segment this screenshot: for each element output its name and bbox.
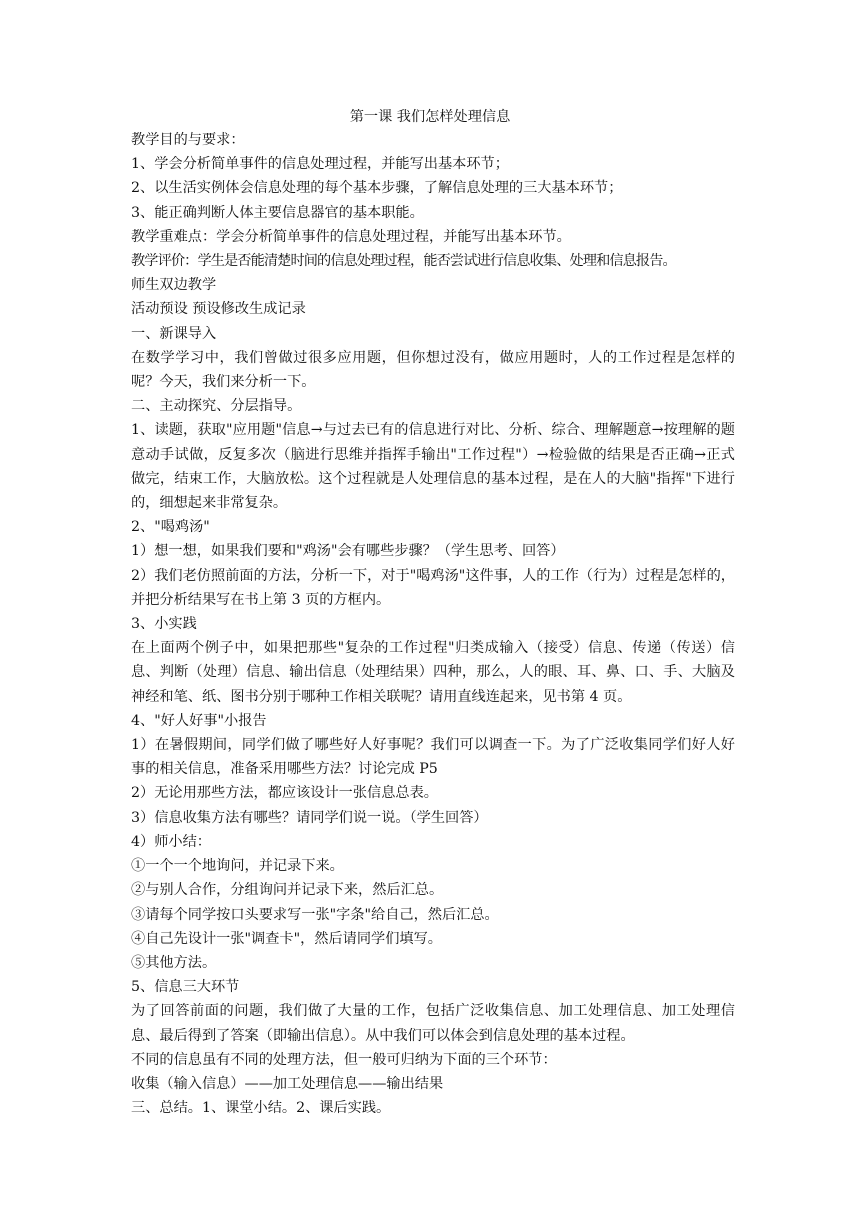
subheading-three-stages: 5、信息三大环节 — [131, 979, 240, 996]
section-heading-introduction: 一、新课导入 — [131, 325, 217, 342]
paragraph-three-stages-intro: 不同的信息虽有不同的处理方法，但一般可归纳为下面的三个环节： — [131, 1051, 557, 1068]
subheading-chicken-soup: 2、"喝鸡汤" — [131, 519, 210, 536]
subheading-good-deeds-report: 4、"好人好事"小报告 — [131, 712, 267, 729]
subheading-practice: 3、小实践 — [131, 616, 197, 633]
section-heading-summary: 三、总结。1、课堂小结。2、课后实践。 — [131, 1100, 391, 1117]
list-item-method-1: ①一个一个地询问，并记录下来。 — [131, 858, 344, 875]
paragraph-three-stages: 为了回答前面的问题，我们做了大量的工作，包括广泛收集信息、加工处理信息、加工处理信息、最后得到了答案（即输出信息）。从中我们可以体会到信息处理的基本过程。 — [131, 1003, 735, 1044]
paragraph-key-points: 教学重难点：学会分析简单事件的信息处理过程，并能写出基本环节。 — [131, 228, 571, 245]
list-item-method-4: ④自己先设计一张"调查卡"，然后请同学们填写。 — [131, 930, 442, 947]
paragraph-report-step-1: 1）在暑假期间，同学们做了哪些好人好事呢？我们可以调查一下。为了广泛收集同学们好人好事的相关信息，准备采用哪些方法？讨论完成 P5 — [131, 737, 735, 778]
list-item-method-5: ⑤其他方法。 — [131, 954, 217, 971]
paragraph-objective-1: 1、学会分析简单事件的信息处理过程，并能写出基本环节； — [131, 156, 509, 173]
paragraph-bilateral-teaching: 师生双边教学 — [131, 277, 217, 294]
document-body — [131, 128, 735, 1120]
paragraph-objective-3: 3、能正确判断人体主要信息器官的基本职能。 — [131, 204, 424, 221]
paragraph-report-step-3: 3）信息收集方法有哪些？请同学们说一说。（学生回答） — [131, 809, 488, 826]
paragraph-teacher-summary: 4）师小结： — [131, 833, 211, 850]
paragraph-process-flow: 收集（输入信息）——加工处理信息——输出结果 — [131, 1075, 444, 1092]
paragraph-reading-problem: 1、读题，获取"应用题"信息→与过去已有的信息进行对比、分析、综合、理解题意→按理解的题意动手试做，反复多次（脑进行思维并指挥手输出"工作过程"）→检验做的结果是否正确→正式做完，结束工作，大脑放松。这个过程就是人处理信息的基本过程，是在人的大脑"指挥"下进行的，细想起来非常复杂。 — [131, 422, 735, 512]
paragraph-soup-step-1: 1）想一想，如果我们要和"鸡汤"会有哪些步骤？（学生思考、回答） — [131, 543, 565, 560]
list-item-method-2: ②与别人合作，分组询问并记录下来，然后汇总。 — [131, 882, 444, 899]
paragraph-soup-step-2: 2）我们老仿照前面的方法，分析一下，对于"喝鸡汤"这件事，人的工作（行为）过程是怎样的，并把分析结果写在书上第 3 页的方框内。 — [131, 567, 735, 608]
paragraph-report-step-2: 2）无论用那些方法，都应该设计一张信息总表。 — [131, 785, 438, 802]
document-title: 第一课 我们怎样处理信息 — [349, 109, 511, 125]
paragraph-objectives-heading: 教学目的与要求： — [131, 132, 245, 148]
paragraph-introduction: 在数学学习中，我们曾做过很多应用题，但你想过没有，做应用题时，人的工作过程是怎样的呢？今天，我们来分析一下。 — [131, 349, 735, 391]
paragraph-practice: 在上面两个例子中，如果把那些"复杂的工作过程"归类成输入（接受）信息、传递（传送）信息、判断（处理）信息、输出信息（处理结果）四种，那么，人的眼、耳、鼻、口、手、大脑及神经和笔、纸、图书分别于哪种工作相关联呢？请用直线连起来，见书第 4 页。 — [131, 640, 735, 705]
paragraph-activity-preset: 活动预设 预设修改生成记录 — [131, 301, 306, 318]
list-item-method-3: ③请每个同学按口头要求写一张"字条"给自己，然后汇总。 — [131, 906, 499, 923]
paragraph-evaluation: 教学评价：学生是否能清楚时间的信息处理过程，能否尝试进行信息收集、处理和信息报告。 — [131, 253, 676, 270]
section-heading-exploration: 二、主动探究、分层指导。 — [131, 398, 302, 415]
paragraph-objective-2: 2、以生活实例体会信息处理的每个基本步骤，了解信息处理的三大基本环节； — [131, 180, 623, 197]
